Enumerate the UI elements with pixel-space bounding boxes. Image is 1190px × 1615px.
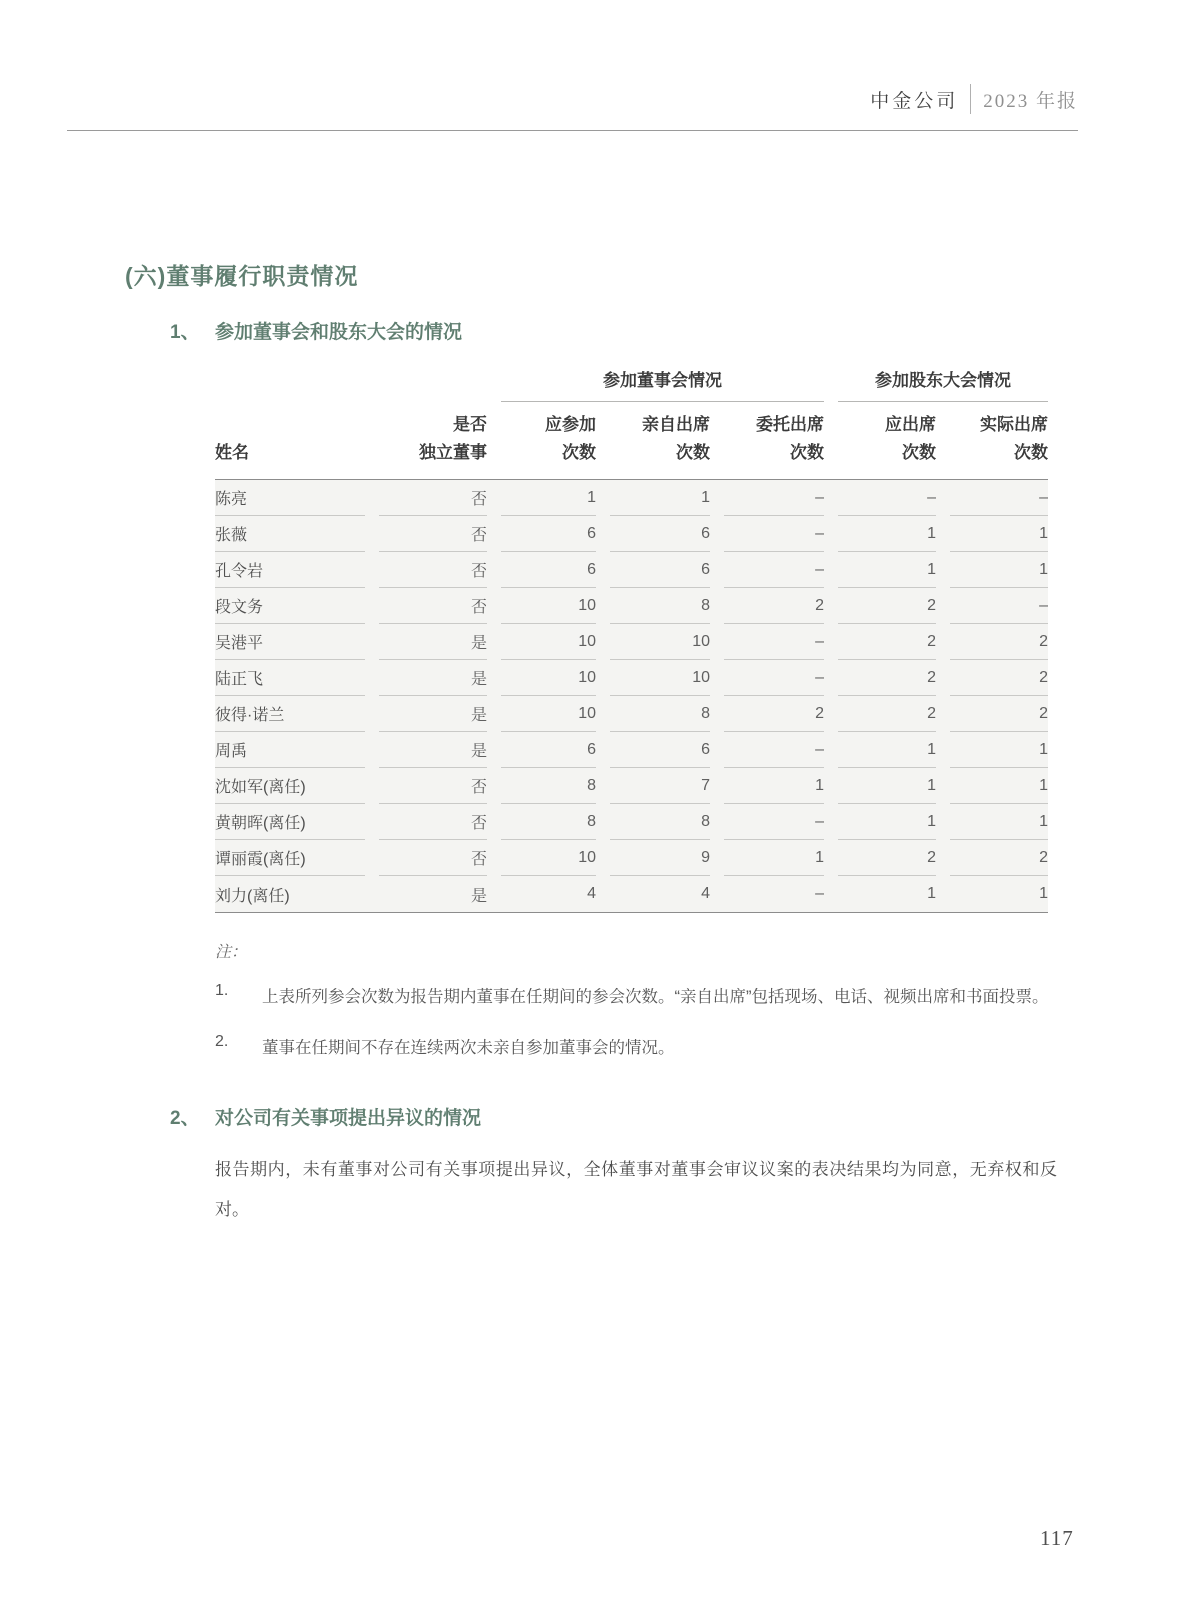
attendance-table (215, 366, 1048, 913)
column-header: 实际出席 次数 (980, 415, 1048, 462)
count-cell: – (950, 480, 1048, 516)
group-header-board-meetings: 参加董事会情况 (501, 366, 824, 402)
table-row (215, 588, 1048, 624)
count-cell: – (724, 552, 824, 588)
table-row (215, 768, 1048, 804)
running-head (67, 84, 1078, 131)
table-row (215, 732, 1048, 768)
count-cell: – (724, 624, 824, 660)
count-cell: – (838, 480, 936, 516)
count-cell: 10 (501, 660, 596, 696)
director-name-cell: 张薇 (215, 516, 365, 552)
count-cell: 2 (950, 660, 1048, 696)
director-name-cell: 谭丽霞(离任) (215, 840, 365, 876)
table-body (215, 480, 1048, 913)
note-item (215, 982, 1055, 1013)
column-header: 姓名 (215, 442, 249, 462)
count-cell: 10 (501, 696, 596, 732)
column-header: 应出席 次数 (885, 415, 936, 462)
count-cell: – (724, 480, 824, 516)
count-cell: 否 (379, 516, 487, 552)
table-row (215, 552, 1048, 588)
count-cell: 1 (838, 732, 936, 768)
subsection-1-number: 1、 (170, 322, 200, 343)
subsection-1-title: 参加董事会和股东大会的情况 (215, 322, 463, 343)
group-header-gap (824, 366, 838, 402)
count-cell: 1 (838, 516, 936, 552)
note-text: 董事在任期间不存在连续两次未亲自参加董事会的情况。 (262, 1038, 675, 1057)
count-cell: 1 (927, 885, 936, 903)
count-cell: 1 (724, 768, 824, 804)
table-row (215, 804, 1048, 840)
director-name-cell: 周禹 (215, 732, 365, 768)
count-cell: 4 (701, 885, 710, 903)
company-name: 中金公司 (870, 90, 959, 112)
count-cell: – (815, 885, 824, 903)
column-header: 应参加 次数 (545, 415, 596, 462)
note-text: 上表所列参会次数为报告期内董事在任期间的参会次数。“亲自出席”包括现场、电话、视频出席和书面投票。 (262, 988, 1049, 1007)
count-cell: 1 (838, 552, 936, 588)
section-title: (六)董事履行职责情况 (125, 263, 359, 289)
count-cell: 6 (501, 552, 596, 588)
count-cell: 2 (950, 840, 1048, 876)
count-cell: 2 (838, 840, 936, 876)
subsection-2-number: 2、 (170, 1108, 200, 1130)
subsection-2-paragraph: 报告期内，未有董事对公司有关事项提出异议，全体董事对董事会审议议案的表决结果均为同意，无弃权和反对。 (215, 1160, 1057, 1220)
note-number: 2. (215, 1032, 229, 1050)
count-cell: – (724, 516, 824, 552)
count-cell: 2 (724, 588, 824, 624)
count-cell: 是 (379, 660, 487, 696)
director-name-cell: 段文务 (215, 588, 365, 624)
table-row (215, 840, 1048, 876)
count-cell: 1 (950, 552, 1048, 588)
count-cell: 2 (838, 588, 936, 624)
column-header: 亲自出席 次数 (642, 415, 710, 462)
table-header-row (215, 402, 1048, 479)
count-cell: 10 (501, 588, 596, 624)
subsection-1-heading (170, 317, 1190, 344)
table-row (215, 876, 1048, 912)
count-cell: 8 (610, 588, 710, 624)
count-cell: 是 (379, 696, 487, 732)
count-cell: 是 (379, 624, 487, 660)
note-number: 1. (215, 982, 229, 1000)
count-cell: 否 (379, 840, 487, 876)
director-name-cell: 陈亮 (215, 480, 365, 516)
table-header (215, 366, 1048, 480)
column-header: 是否 独立董事 (419, 415, 487, 462)
count-cell: 1 (950, 732, 1048, 768)
count-cell: 否 (379, 588, 487, 624)
count-cell: 否 (379, 480, 487, 516)
count-cell: – (724, 732, 824, 768)
count-cell: 是 (470, 887, 487, 905)
count-cell: 1 (838, 804, 936, 840)
count-cell: 4 (587, 885, 596, 903)
table-row (215, 624, 1048, 660)
page-number: 117 (1040, 1526, 1074, 1550)
count-cell: 10 (610, 624, 710, 660)
subsection-2-title: 对公司有关事项提出异议的情况 (215, 1108, 482, 1130)
count-cell: 2 (950, 696, 1048, 732)
director-name-cell: 沈如军(离任) (215, 768, 365, 804)
count-cell: 6 (610, 732, 710, 768)
table-row (215, 480, 1048, 516)
count-cell: – (950, 588, 1048, 624)
count-cell: 2 (950, 624, 1048, 660)
count-cell: 1 (950, 516, 1048, 552)
count-cell: 6 (610, 516, 710, 552)
table-group-header-row (501, 366, 1048, 402)
count-cell: 1 (501, 480, 596, 516)
count-cell: 2 (838, 624, 936, 660)
count-cell: 1 (950, 768, 1048, 804)
count-cell: 是 (379, 732, 487, 768)
count-cell: 10 (501, 840, 596, 876)
director-name-cell: 彼得·诺兰 (215, 696, 365, 732)
table-row (215, 516, 1048, 552)
count-cell: 8 (610, 804, 710, 840)
count-cell: 否 (379, 768, 487, 804)
count-cell: 8 (501, 804, 596, 840)
notes-list (215, 982, 1055, 1063)
page-content (0, 258, 1190, 1230)
count-cell: 1 (838, 768, 936, 804)
notes-label: 注： (215, 944, 248, 962)
count-cell: – (724, 660, 824, 696)
notes-section (215, 939, 1055, 1063)
count-cell: 6 (610, 552, 710, 588)
count-cell: 1 (950, 804, 1048, 840)
group-header-shareholder-meetings: 参加股东大会情况 (838, 366, 1048, 402)
count-cell: 否 (379, 804, 487, 840)
count-cell: 10 (501, 624, 596, 660)
director-name-cell: 陆正飞 (215, 660, 365, 696)
count-cell: 2 (838, 696, 936, 732)
count-cell: 1 (1039, 885, 1048, 903)
count-cell: – (724, 804, 824, 840)
count-cell: 10 (610, 660, 710, 696)
count-cell: 8 (610, 696, 710, 732)
director-name-cell: 黄朝晖(离任) (215, 804, 365, 840)
table-row (215, 696, 1048, 732)
report-year-label: 2023 年报 (983, 90, 1078, 112)
count-cell: 7 (610, 768, 710, 804)
header-divider (970, 84, 971, 114)
count-cell: 8 (501, 768, 596, 804)
count-cell: 2 (838, 660, 936, 696)
director-name-cell: 刘力(离任) (215, 887, 290, 905)
column-header: 委托出席 次数 (756, 415, 824, 462)
note-item (215, 1033, 1055, 1064)
count-cell: 2 (724, 696, 824, 732)
count-cell: 6 (501, 732, 596, 768)
subsection-2-heading (170, 1103, 1190, 1130)
director-name-cell: 吴港平 (215, 624, 365, 660)
count-cell: 否 (379, 552, 487, 588)
count-cell: 1 (724, 840, 824, 876)
count-cell: 6 (501, 516, 596, 552)
director-name-cell: 孔令岩 (215, 552, 365, 588)
table-row (215, 660, 1048, 696)
count-cell: 9 (610, 840, 710, 876)
count-cell: 1 (610, 480, 710, 516)
